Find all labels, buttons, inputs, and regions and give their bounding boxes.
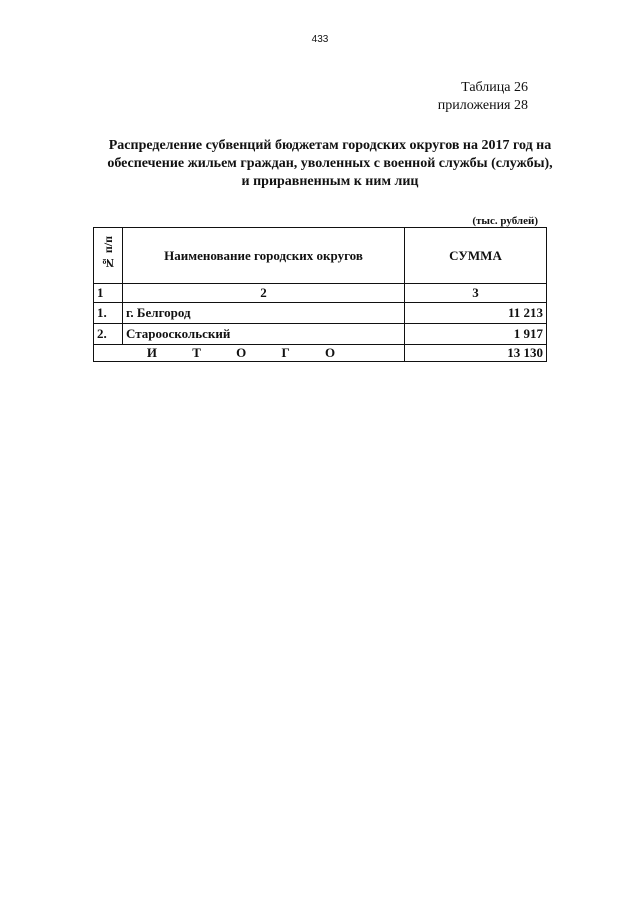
table-row — [94, 303, 547, 324]
header-num-cell — [94, 228, 123, 284]
table-ref-line2: приложения 28 — [437, 98, 528, 113]
column-number-row — [94, 284, 547, 303]
column-number-2: 2 — [123, 284, 405, 303]
header-name: Наименование городских округов — [123, 228, 405, 284]
column-number-3: 3 — [405, 284, 547, 303]
title-line2: обеспечение жильем граждан, уволенных с военной службы (службы), — [107, 156, 553, 171]
total-label: И Т О Г О — [94, 345, 405, 362]
row-name: Старооскольский — [123, 324, 405, 345]
column-number-1: 1 — [94, 284, 123, 303]
title-line1: Распределение субвенций бюджетам городских округов на 2017 год на — [108, 138, 552, 153]
row-num: 2. — [94, 324, 123, 345]
document-title — [80, 137, 580, 191]
table-reference — [380, 79, 528, 115]
table-ref-line1: Таблица 26 — [461, 80, 528, 95]
page-number: 433 — [311, 34, 329, 45]
row-name: г. Белгород — [123, 303, 405, 324]
header-num: № п/п — [100, 236, 115, 271]
row-sum: 11 213 — [405, 303, 547, 324]
table-row — [94, 324, 547, 345]
table-header-row — [94, 228, 547, 284]
unit-note: (тыс. рублей) — [472, 215, 538, 227]
row-num: 1. — [94, 303, 123, 324]
title-line3: и приравненным к ним лиц — [241, 174, 419, 189]
total-row — [94, 345, 547, 362]
header-sum: СУММА — [405, 228, 547, 284]
subsidy-table — [93, 227, 547, 362]
row-sum: 1 917 — [405, 324, 547, 345]
total-sum: 13 130 — [405, 345, 547, 362]
